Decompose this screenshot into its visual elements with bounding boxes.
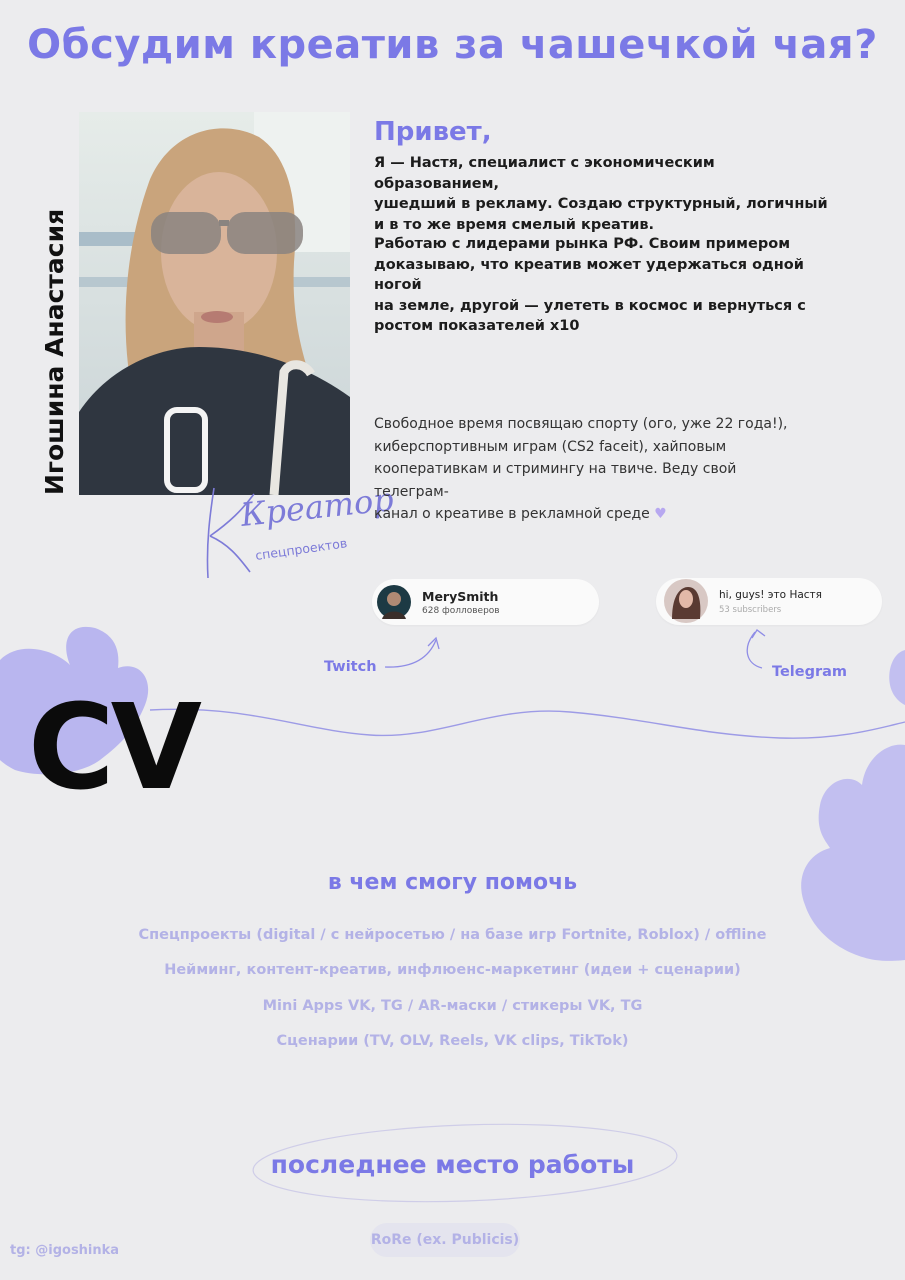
- vertical-name: Игошина Анастасия: [40, 208, 69, 495]
- signature-script-text: Креатор: [238, 480, 396, 534]
- page-headline: Обсудим креатив за чашечкой чая?: [27, 22, 878, 68]
- twitch-profile-card[interactable]: [372, 579, 599, 625]
- bio-line: Я — Настя, специалист с экономическим образованием,: [374, 155, 715, 192]
- telegram-arrowhead: [752, 630, 765, 638]
- wave-line: [150, 709, 905, 738]
- bio-line: доказываю, что креатив может удержаться одной ногой: [374, 256, 804, 293]
- bio-line: Работаю с лидерами рынка РФ. Своим примером: [374, 236, 791, 252]
- telegram-handle[interactable]: tg: @igoshinka: [10, 1243, 120, 1258]
- portrait-photo: [79, 112, 350, 495]
- bio-line: Свободное время посвящаю спорту (ого, уже 22 года!),: [374, 416, 788, 432]
- bio-line: ростом показателей х10: [374, 318, 580, 334]
- help-section-title: в чем смогу помочь: [327, 870, 578, 895]
- telegram-channel-card[interactable]: [656, 578, 882, 625]
- bio-line: и в то же время смелый креатив.: [374, 216, 655, 233]
- service-item: Спецпроекты (digital / с нейросетью / на базе игр Fortnite, Roblox) / offline: [138, 927, 767, 943]
- twitch-arrowhead: [428, 638, 439, 649]
- greeting: Привет,: [374, 117, 492, 147]
- service-item: Нейминг, контент-креатив, инфлюенс-маркетинг (идеи + сценарии): [164, 962, 741, 978]
- service-item: Сценарии (TV, OLV, Reels, VK clips, TikTok): [276, 1033, 629, 1049]
- telegram-channel-name: hi, guys! это Настя: [719, 589, 822, 601]
- bio-line: ушедший в рекламу. Создаю структурный, логичный: [374, 196, 828, 212]
- signature-caption: спецпроектов: [254, 535, 349, 563]
- service-item: Mini Apps VK, TG / AR-маски / стикеры VK, TG: [262, 998, 643, 1014]
- twitch-avatar: [377, 585, 411, 619]
- signature-graphic: [180, 474, 396, 584]
- bio-paragraph-1: [374, 153, 844, 235]
- telegram-arrow: [747, 632, 762, 668]
- right-corner-blob-shape: [889, 650, 905, 705]
- last-job-title: последнее место работы: [270, 1150, 635, 1179]
- heart-icon: ♥: [654, 506, 667, 522]
- telegram-subscribers: 53 subscribers: [719, 605, 782, 615]
- telegram-avatar: [664, 579, 708, 623]
- cv-heading: CV: [28, 678, 198, 816]
- bio-line: кооперативкам и стримингу на твиче. Веду свой телеграм-: [374, 461, 737, 500]
- bio-line: киберспортивным играм (CS2 faceit), хайповым: [374, 438, 727, 455]
- bio-paragraph-3: [374, 413, 794, 526]
- twitch-followers: 628 фолловеров: [422, 606, 500, 616]
- bio-line: на земле, другой — улететь в космос и вернуться с: [374, 297, 806, 314]
- bio-line-text: канал о креативе в рекламной среде: [374, 506, 650, 522]
- twitch-username: MerySmith: [422, 589, 499, 604]
- bio-paragraph-2: [374, 234, 844, 337]
- twitch-arrow: [385, 640, 436, 667]
- telegram-link[interactable]: Telegram: [772, 664, 848, 680]
- twitch-link[interactable]: Twitch: [324, 659, 377, 675]
- company-badge: RoRe (ex. Publicis): [370, 1223, 520, 1257]
- bio-line: [374, 503, 794, 526]
